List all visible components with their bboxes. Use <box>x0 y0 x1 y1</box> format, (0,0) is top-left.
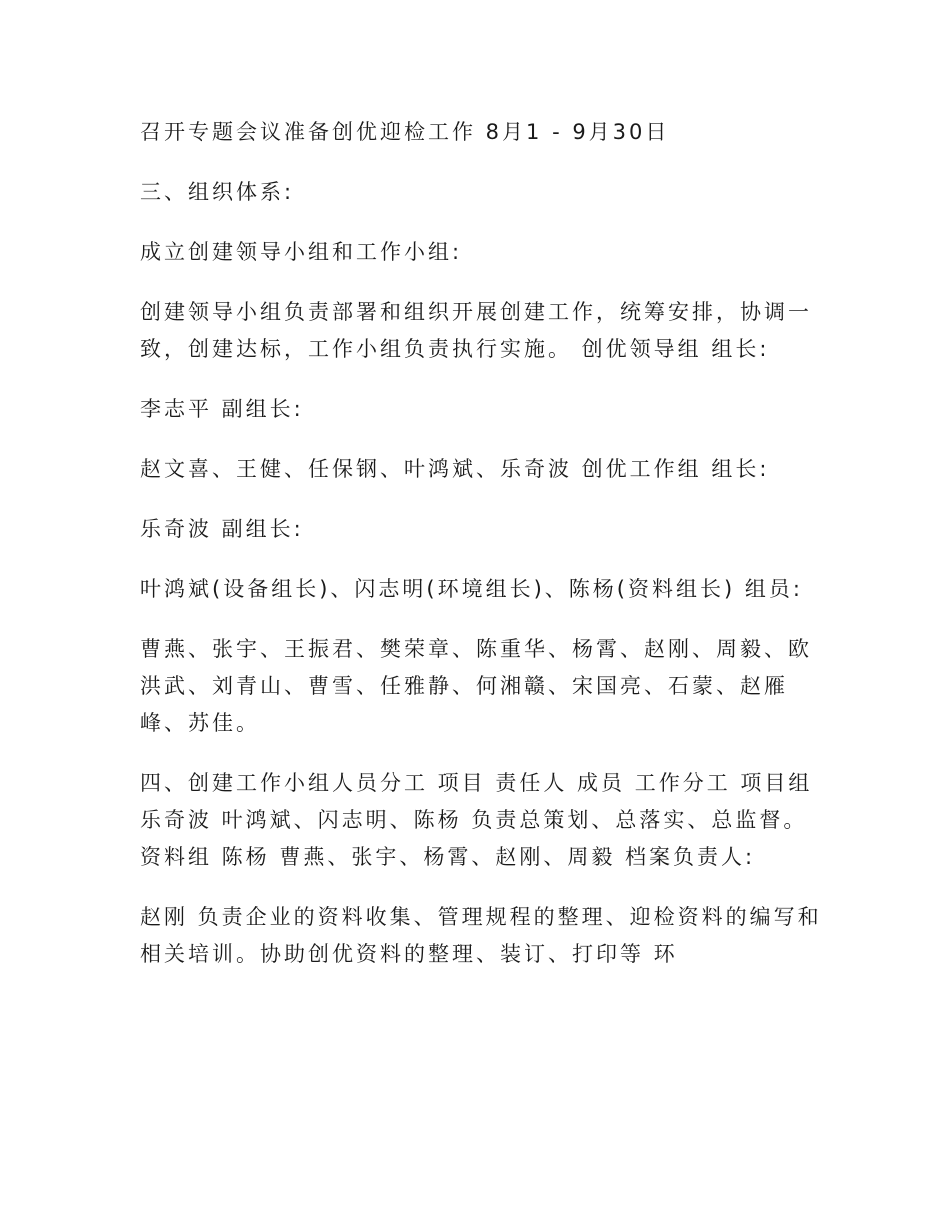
paragraph-establish-groups: 成立创建领导小组和工作小组: <box>140 240 463 264</box>
paragraph-work-group-deputies: 叶鸿斌(设备组长)、闪志明(环境组长)、陈杨(资料组长) 组员: <box>140 577 803 601</box>
heading-organization-system: 三、组织体系: <box>140 180 295 204</box>
paragraph-archive-duties: 赵刚 负责企业的资料收集、管理规程的整理、迎检资料的编写和相关培训。协助创优资料的整理、装订、打印等 环 <box>140 905 822 966</box>
paragraph-division-of-labor: 四、创建工作小组人员分工 项目 责任人 成员 工作分工 项目组 乐奇波 叶鸿斌、闪志明、陈杨 负责总策划、总落实、总监督。 资料组 陈杨 曹燕、张宇、杨霄、赵刚、周毅 档案负责人: <box>140 771 823 869</box>
paragraph-leader: 李志平 副组长: <box>140 397 304 421</box>
paragraph-schedule: 召开专题会议准备创优迎检工作 8月1 - 9月30日 <box>140 120 670 144</box>
paragraph-deputy-leaders: 赵文喜、王健、任保钢、叶鸿斌、乐奇波 创优工作组 组长: <box>140 457 770 481</box>
document-body <box>140 114 830 996</box>
paragraph-leading-group-duties: 创建领导小组负责部署和组织开展创建工作，统筹安排，协调一致，创建达标，工作小组负责执行实施。 创优领导组 组长: <box>140 300 812 361</box>
paragraph-work-group-leader: 乐奇波 副组长: <box>140 517 304 541</box>
paragraph-members: 曹燕、张宇、王振君、樊荣章、陈重华、杨霄、赵刚、周毅、欧洪武、刘青山、曹雪、任雅静、何湘赣、宋国亮、石蒙、赵雁峰、苏佳。 <box>140 637 812 735</box>
